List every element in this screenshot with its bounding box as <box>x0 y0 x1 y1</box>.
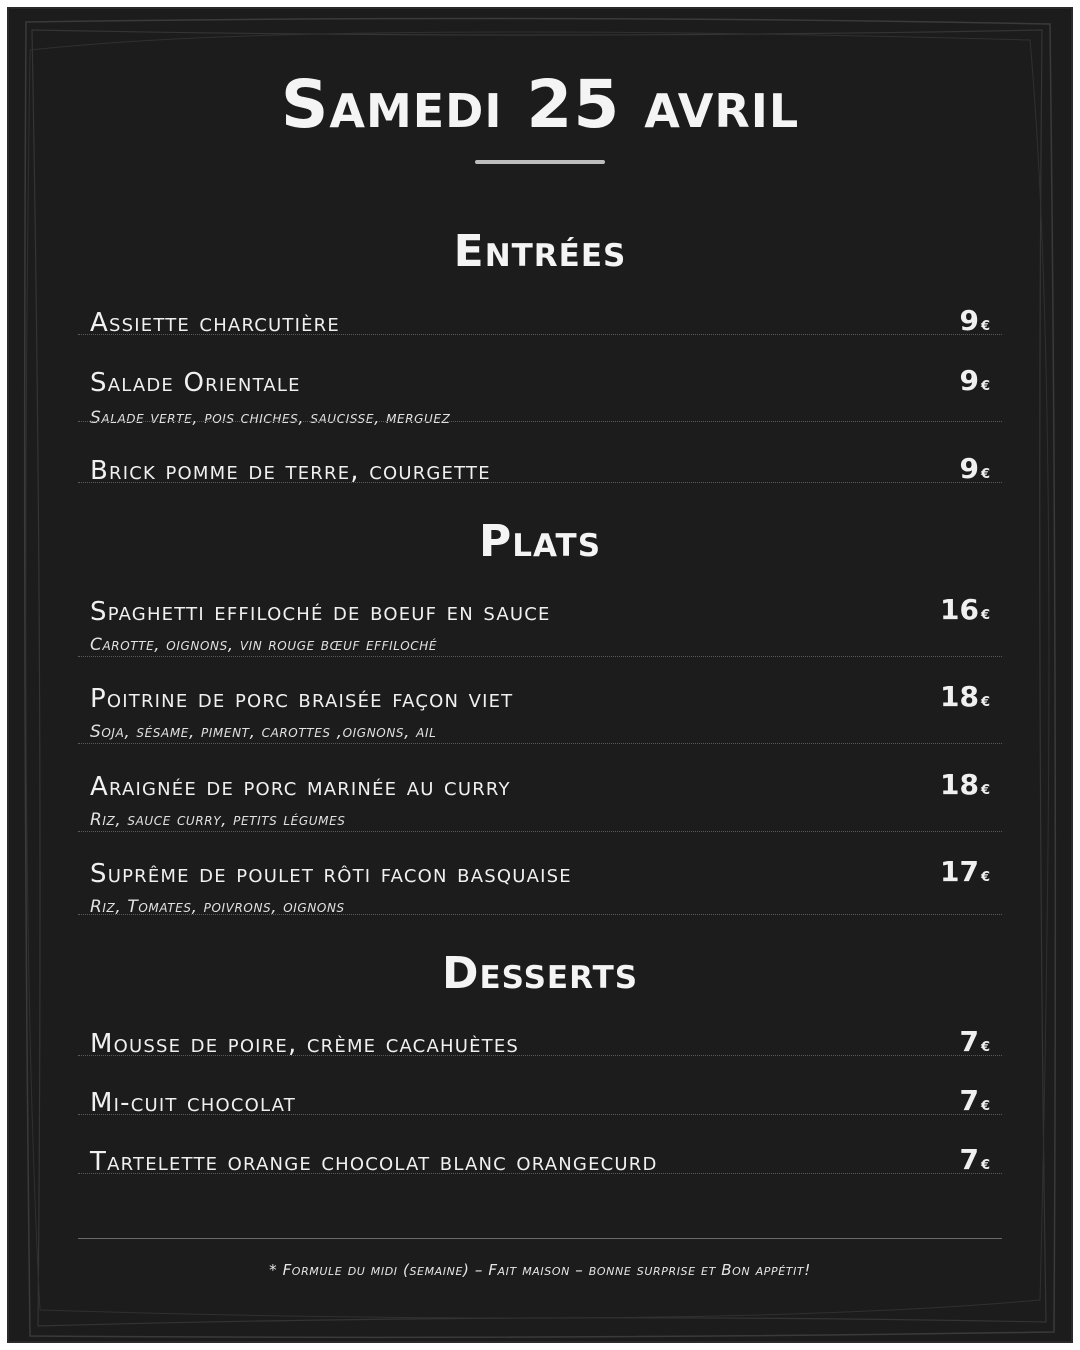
item-price: 9 € <box>959 452 990 485</box>
item-name: Poitrine de porc braisée façon viet <box>90 684 514 714</box>
dotted-divider <box>78 914 1002 915</box>
item-name: Assiette charcutière <box>90 308 340 338</box>
item-price: 7 € <box>959 1143 990 1176</box>
item-name: Brick pomme de terre, courgette <box>90 456 491 486</box>
dotted-divider <box>78 1173 1002 1174</box>
item-price: 9 € <box>959 304 990 337</box>
item-description: Salade verte, pois chiches, saucisse, merguez <box>90 408 451 428</box>
item-name: Tartelette orange chocolat blanc orangecurd <box>90 1147 658 1177</box>
dotted-divider <box>78 482 1002 483</box>
menu-title: Samedi 25 avril <box>280 66 800 143</box>
item-description: Riz, Tomates, poivrons, oignons <box>90 897 345 917</box>
section-title-plats: Plats <box>478 516 602 567</box>
item-price: 18 € <box>939 768 990 801</box>
item-price: 17 € <box>939 855 990 888</box>
item-price: 18 € <box>939 680 990 713</box>
dotted-divider <box>78 831 1002 832</box>
item-price: 9 € <box>959 364 990 397</box>
item-name: Suprême de poulet rôti facon basquaise <box>90 859 572 889</box>
item-price: 7 € <box>959 1025 990 1058</box>
item-description: Riz, sauce curry, petits légumes <box>90 810 346 830</box>
item-price: 7 € <box>959 1084 990 1117</box>
dotted-divider <box>78 421 1002 422</box>
title-underline <box>475 160 605 164</box>
item-name: Mousse de poire, crème cacahuètes <box>90 1029 520 1059</box>
item-description: Carotte, oignons, vin rouge bœuf effiloché <box>90 635 438 655</box>
dotted-divider <box>78 743 1002 744</box>
dotted-divider <box>78 656 1002 657</box>
dotted-divider <box>78 1114 1002 1115</box>
item-name: Salade Orientale <box>90 368 301 398</box>
footer-divider <box>78 1238 1002 1239</box>
dotted-divider <box>78 1055 1002 1056</box>
item-name: Spaghetti effiloché de boeuf en sauce <box>90 597 551 627</box>
section-title-entrees: Entrées <box>453 226 627 277</box>
dotted-divider <box>78 334 1002 335</box>
item-description: Soja, sésame, piment, carottes ,oignons, ail <box>90 722 437 742</box>
item-price: 16 € <box>939 593 990 626</box>
section-title-desserts: Desserts <box>441 948 639 999</box>
item-name: Araignée de porc marinée au curry <box>90 772 511 802</box>
footer-note: * Formule du midi (semaine) – Fait maison – bonne surprise et Bon appétit! <box>269 1261 811 1279</box>
item-name: Mi-cuit chocolat <box>90 1088 296 1118</box>
